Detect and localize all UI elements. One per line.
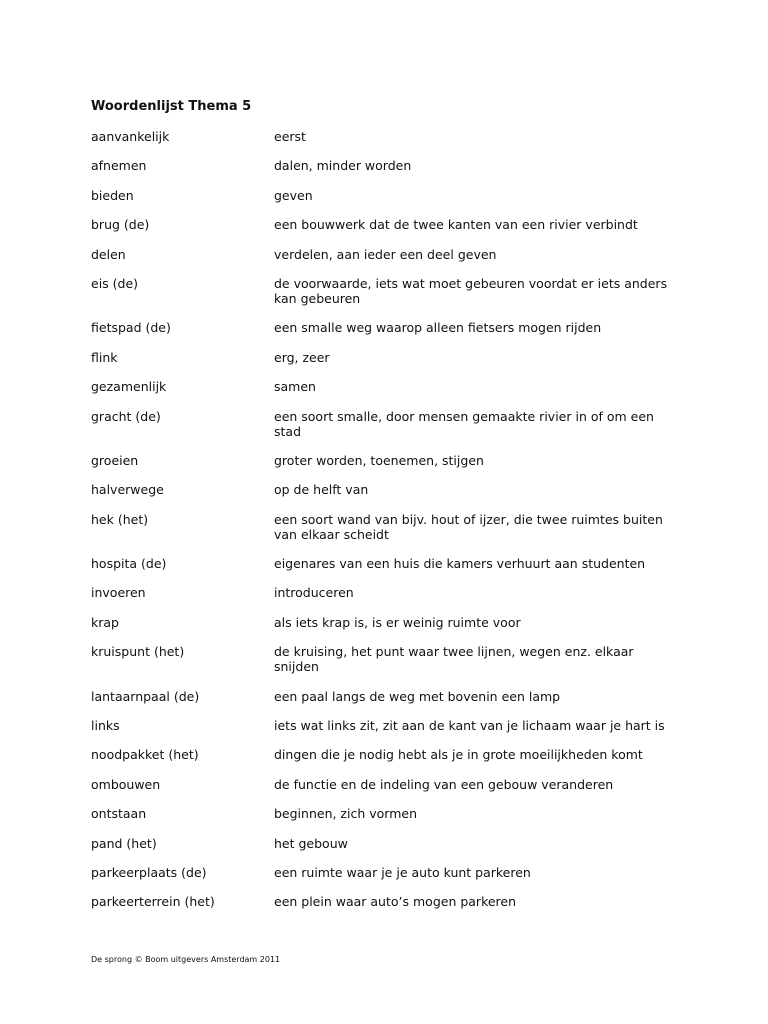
list-item xyxy=(91,689,691,704)
term: hek (het) xyxy=(91,511,149,527)
definition: erg, zeer xyxy=(274,349,330,365)
definition: beginnen, zich vormen xyxy=(274,806,417,822)
word-list xyxy=(91,129,691,924)
list-item xyxy=(91,409,691,439)
definition: groter worden, toenemen, stijgen xyxy=(274,452,484,468)
definition: een smalle weg waarop alleen fietsers mogen rijden xyxy=(274,320,602,336)
definition: de kruising, het punt waar twee lijnen, wegen enz. elkaar snijden xyxy=(274,644,634,675)
list-item xyxy=(91,836,691,851)
definition: het gebouw xyxy=(274,835,348,851)
list-item xyxy=(91,615,691,630)
definition: verdelen, aan ieder een deel geven xyxy=(274,246,497,262)
term: lantaarnpaal (de) xyxy=(91,688,200,704)
list-item xyxy=(91,188,691,203)
list-item xyxy=(91,379,691,394)
list-item xyxy=(91,865,691,880)
term: hospita (de) xyxy=(91,556,167,572)
definition: dalen, minder worden xyxy=(274,158,412,174)
term: links xyxy=(91,718,120,734)
term: parkeerplaats (de) xyxy=(91,864,207,880)
definition: eigenares van een huis die kamers verhuurt aan studenten xyxy=(274,556,646,572)
list-item xyxy=(91,320,691,335)
definition: een bouwwerk dat de twee kanten van een rivier verbindt xyxy=(274,217,638,233)
definition: als iets krap is, is er weinig ruimte voor xyxy=(274,614,521,630)
term: parkeerterrein (het) xyxy=(91,894,215,910)
list-item xyxy=(91,777,691,792)
term: gracht (de) xyxy=(91,408,161,424)
definition: een paal langs de weg met bovenin een lamp xyxy=(274,688,561,704)
definition: samen xyxy=(274,379,316,395)
page-title: Woordenlijst Thema 5 xyxy=(91,99,252,114)
definition: geven xyxy=(274,187,313,203)
list-item xyxy=(91,585,691,600)
term: eis (de) xyxy=(91,275,139,291)
list-item xyxy=(91,350,691,365)
term: fietspad (de) xyxy=(91,320,171,336)
term: pand (het) xyxy=(91,835,157,851)
term: afnemen xyxy=(91,158,147,174)
list-item xyxy=(91,747,691,762)
list-item xyxy=(91,512,691,542)
definition: eerst xyxy=(274,129,306,144)
term: bieden xyxy=(91,187,134,203)
list-item xyxy=(91,894,691,909)
definition: een soort wand van bijv. hout of ijzer, die twee ruimtes buiten van elkaar scheidt xyxy=(274,511,663,542)
list-item xyxy=(91,453,691,468)
list-item xyxy=(91,129,691,144)
term: krap xyxy=(91,614,119,630)
list-item xyxy=(91,158,691,173)
term: invoeren xyxy=(91,585,146,601)
list-item xyxy=(91,276,691,306)
list-item xyxy=(91,482,691,497)
definition: een plein waar auto’s mogen parkeren xyxy=(274,894,517,910)
term: kruispunt (het) xyxy=(91,644,185,660)
definition: een soort smalle, door mensen gemaakte rivier in of om een stad xyxy=(274,408,654,439)
term: ontstaan xyxy=(91,806,147,822)
term: halverwege xyxy=(91,482,164,498)
list-item xyxy=(91,718,691,733)
term: brug (de) xyxy=(91,217,150,233)
list-item xyxy=(91,247,691,262)
term: delen xyxy=(91,246,126,262)
list-item xyxy=(91,217,691,232)
list-item xyxy=(91,644,691,674)
definition: dingen die je nodig hebt als je in grote moeilijkheden komt xyxy=(274,747,643,763)
term: aanvankelijk xyxy=(91,129,170,144)
term: gezamenlijk xyxy=(91,379,167,395)
term: flink xyxy=(91,349,118,365)
definition: iets wat links zit, zit aan de kant van je lichaam waar je hart is xyxy=(274,718,665,734)
list-item xyxy=(91,806,691,821)
definition: op de helft van xyxy=(274,482,369,498)
term: ombouwen xyxy=(91,776,161,792)
page-footer: De sprong © Boom uitgevers Amsterdam 2011 xyxy=(91,955,281,964)
definition: de functie en de indeling van een gebouw veranderen xyxy=(274,776,614,792)
term: groeien xyxy=(91,452,139,468)
definition: introduceren xyxy=(274,585,354,601)
list-item xyxy=(91,556,691,571)
definition: de voorwaarde, iets wat moet gebeuren voordat er iets anders kan gebeuren xyxy=(274,275,668,306)
term: noodpakket (het) xyxy=(91,747,199,763)
definition: een ruimte waar je je auto kunt parkeren xyxy=(274,864,531,880)
